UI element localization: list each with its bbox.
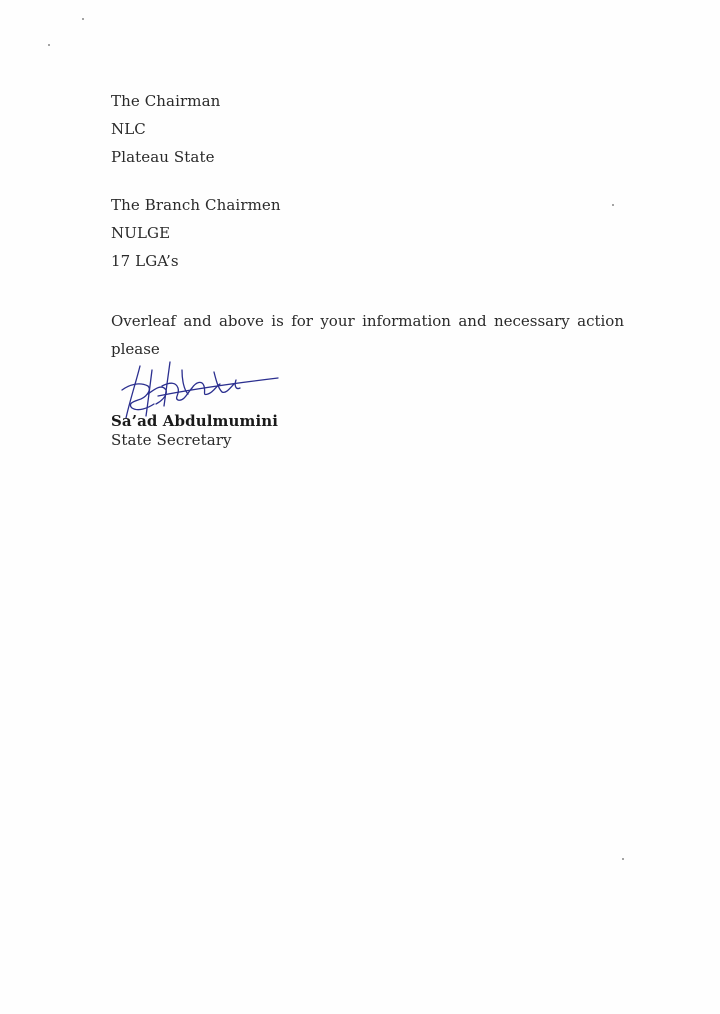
addressee-1-line-3: Plateau State	[111, 148, 215, 166]
scan-speck	[82, 18, 84, 20]
addressee-2-line-3: 17 LGA’s	[111, 252, 179, 270]
scan-speck	[612, 204, 614, 206]
scan-speck	[48, 44, 50, 46]
addressee-2-line-2: NULGE	[111, 224, 171, 242]
addressee-1-line-2: NLC	[111, 120, 146, 138]
scan-speck	[622, 858, 624, 860]
addressee-1-line-1: The Chairman	[111, 92, 221, 110]
addressee-2-line-1: The Branch Chairmen	[111, 196, 281, 214]
signatory-title: State Secretary	[111, 431, 232, 449]
body-paragraph: Overleaf and above is for your information and necessary action please	[111, 312, 624, 358]
signatory-name: Sa’ad Abdulmumini	[111, 412, 279, 430]
